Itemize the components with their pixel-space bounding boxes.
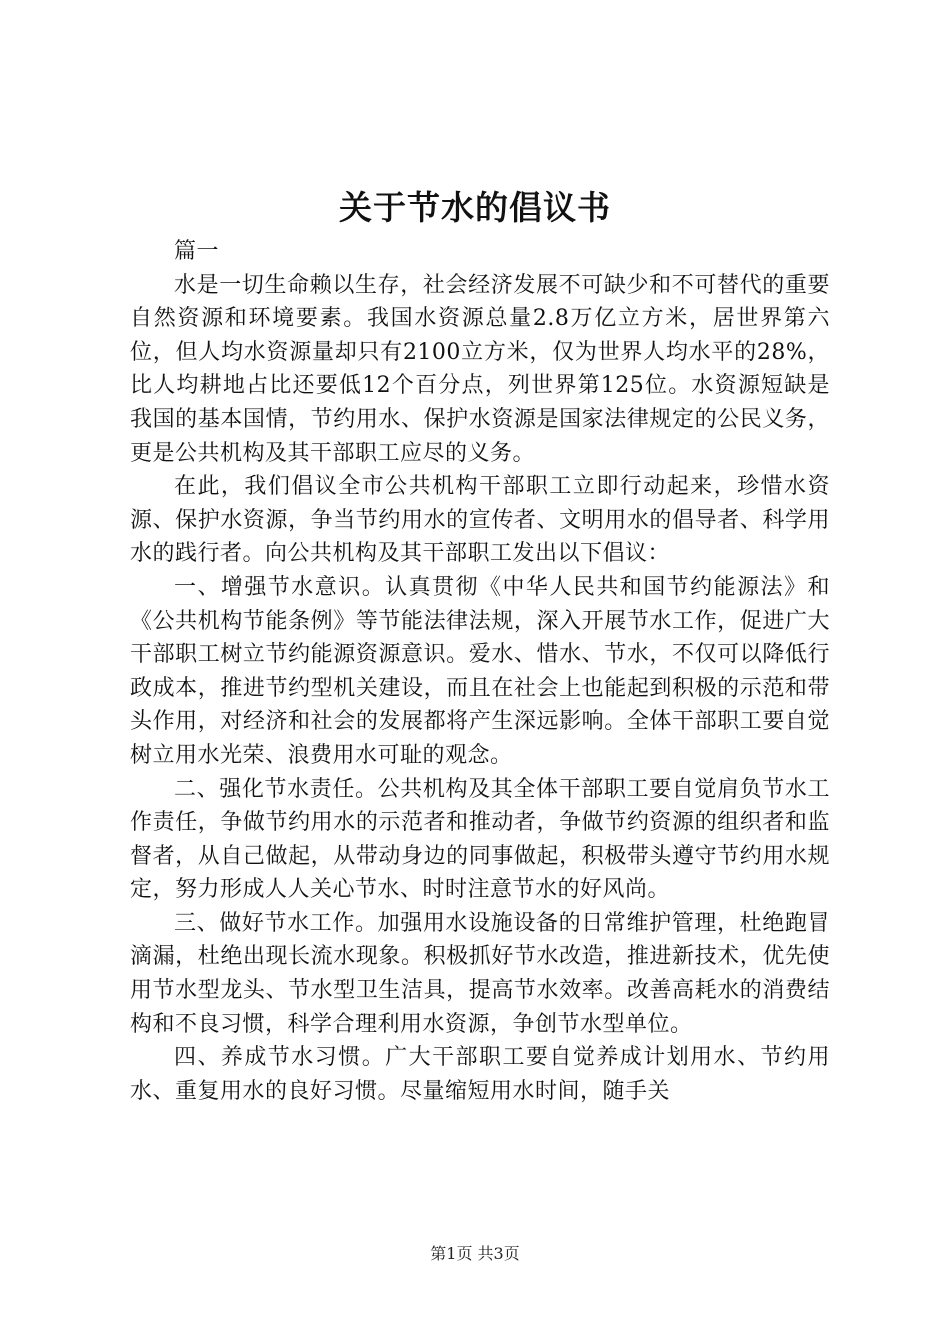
- paragraph-call: 在此，我们倡议全市公共机构干部职工立即行动起来，珍惜水资源、保护水资源，争当节约用水的宣传者、文明用水的倡导者、科学用水的践行者。向公共机构及其干部职工发出以下倡议：: [130, 474, 830, 567]
- paragraph-item-3: 三、做好节水工作。加强用水设施设备的日常维护管理，杜绝跑冒滴漏，杜绝出现长流水现象。积极抓好节水改造，推进新技术，优先使用节水型龙头、节水型卫生洁具，提高节水效率。改善高耗水的消费结构和不良习惯，科学合理利用水资源，争创节水型单位。: [130, 910, 830, 1037]
- page-number-footer: 第1页 共3页: [430, 1244, 520, 1263]
- document-title: 关于节水的倡议书: [339, 188, 611, 227]
- paragraph-item-4: 四、养成节水习惯。广大干部职工要自觉养成计划用水、节约用水、重复用水的良好习惯。尽量缩短用水时间，随手关: [130, 1045, 830, 1104]
- section-heading: 篇一: [174, 239, 220, 264]
- paragraph-item-2: 二、强化节水责任。公共机构及其全体干部职工要自觉肩负节水工作责任，争做节约用水的示范者和推动者，争做节约资源的组织者和监督者，从自己做起，从带动身边的同事做起，积极带头遵守节约用水规定，努力形成人人关心节水、时时注意节水的好风尚。: [130, 776, 830, 903]
- paragraph-intro: 水是一切生命赖以生存，社会经济发展不可缺少和不可替代的重要自然资源和环境要素。我国水资源总量2.8万亿立方米，居世界第六位，但人均水资源量却只有2100立方米，仅为世界人均水平的28%，比人均耕地占比还要低12个百分点，列世界第125位。水资源短缺是我国的基本国情，节约用水、保护水资源是国家法律规定的公民义务，更是公共机构及其干部职工应尽的义务。: [130, 272, 830, 466]
- document-body: [130, 235, 830, 1108]
- paragraph-item-1: 一、增强节水意识。认真贯彻《中华人民共和国节约能源法》和《公共机构节能条例》等节能法律法规，深入开展节水工作，促进广大干部职工树立节约能源资源意识。爱水、惜水、节水，不仅可以降低行政成本，推进节约型机关建设，而且在社会上也能起到积极的示范和带头作用，对经济和社会的发展都将产生深远影响。全体干部职工要自觉树立用水光荣、浪费用水可耻的观念。: [130, 574, 830, 768]
